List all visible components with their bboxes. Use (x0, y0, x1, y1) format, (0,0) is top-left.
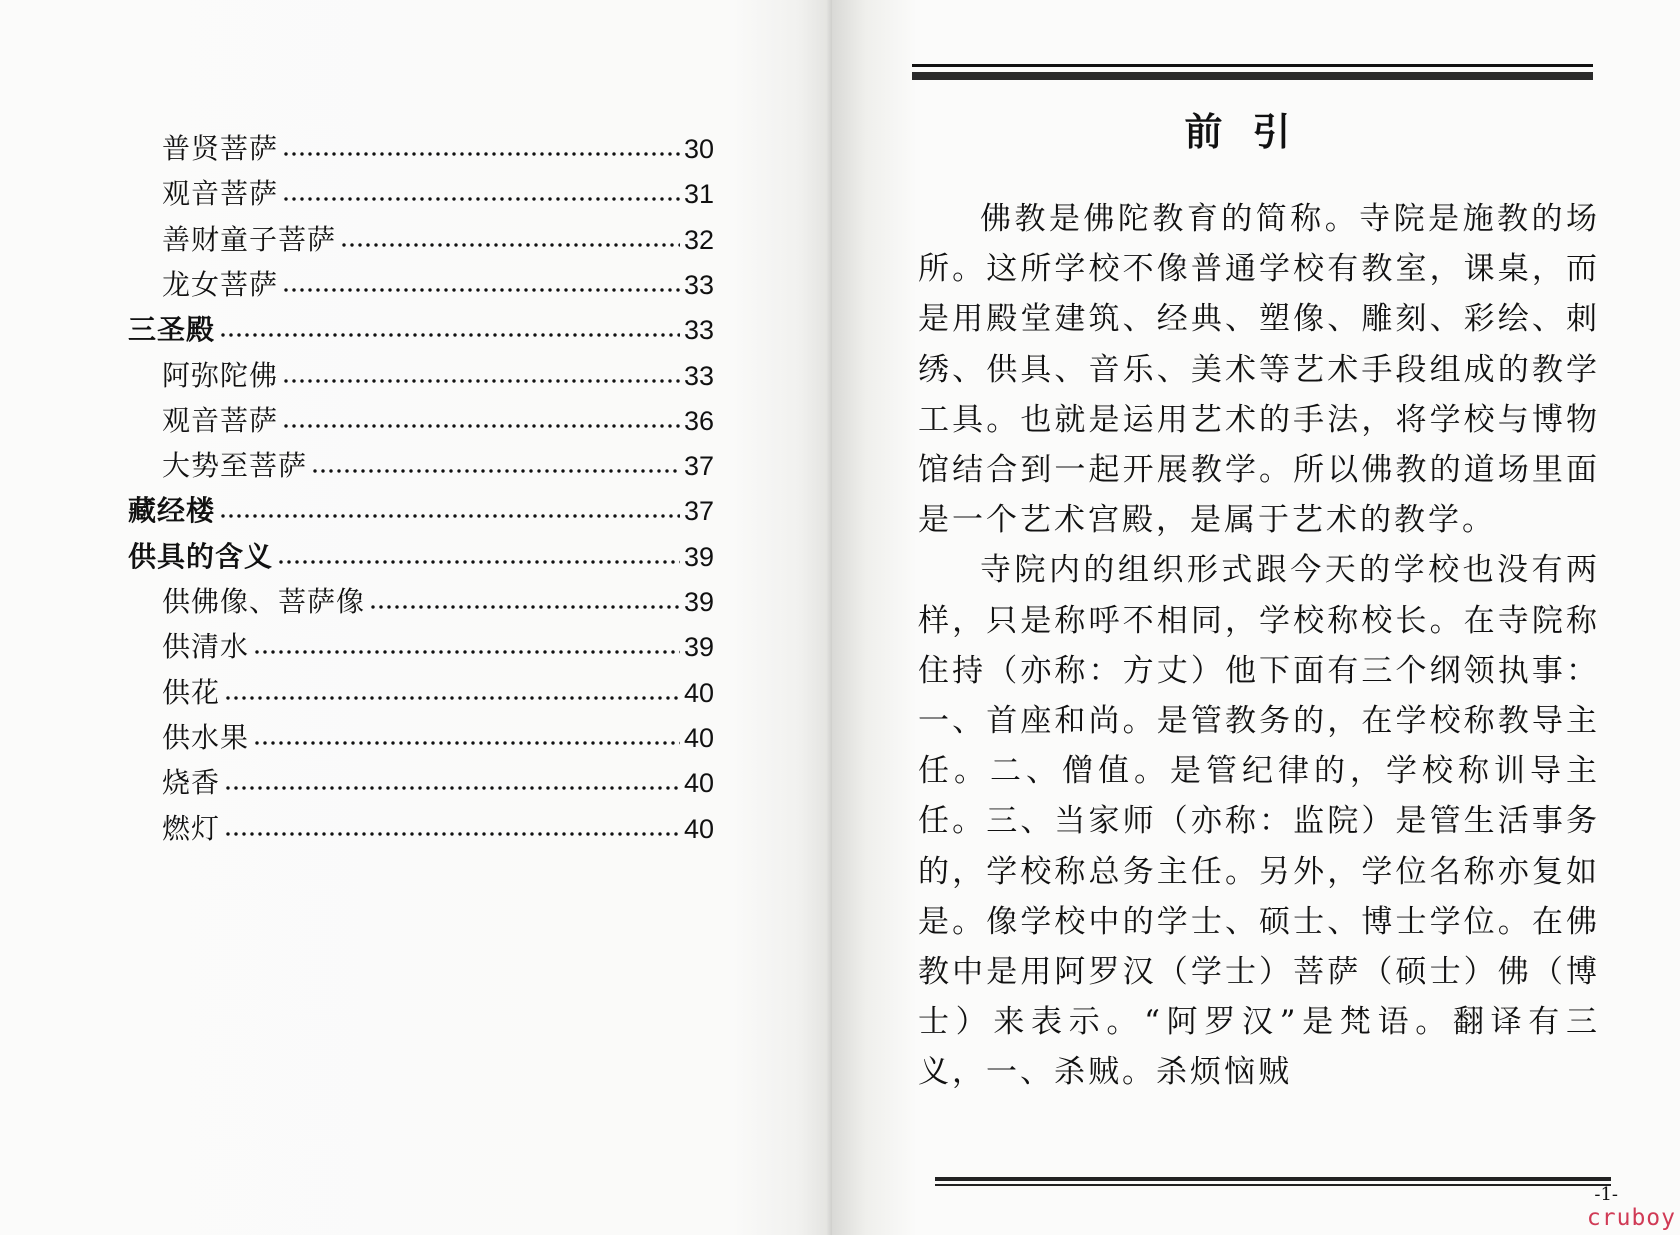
footer-rule-thin (935, 1184, 1611, 1186)
toc-entry-page: 30 (683, 134, 714, 164)
toc-entry-page: 37 (683, 451, 714, 482)
toc-dot-leader (219, 514, 680, 518)
toc-entry (162, 673, 714, 713)
toc-entry-title: 龙女菩萨 (162, 267, 279, 301)
toc-entry (128, 491, 714, 531)
toc-entry-page: 40 (683, 768, 714, 799)
preface-heading: 前引 (1184, 110, 1321, 154)
toc-entry (162, 356, 714, 396)
toc-entry (162, 718, 714, 758)
footer-rule-thick (935, 1177, 1611, 1181)
toc-dot-leader (253, 741, 680, 745)
toc-entry-page: 39 (683, 632, 714, 663)
toc-entry (162, 265, 714, 305)
watermark: cruboy (1586, 1205, 1676, 1231)
toc-entry (162, 174, 714, 214)
toc-entry-title: 普贤菩萨 (162, 132, 279, 165)
toc-dot-leader (224, 786, 680, 790)
toc-dot-leader (369, 605, 680, 609)
toc-dot-leader (282, 288, 680, 292)
header-rule-thick (912, 72, 1593, 80)
toc-entry-title: 藏经楼 (128, 494, 216, 528)
toc-entry-title: 供佛像、菩萨像 (162, 585, 366, 618)
toc-entry-title: 供花 (162, 675, 221, 709)
toc-entry-title: 大势至菩萨 (162, 449, 308, 483)
toc-dot-leader (277, 560, 680, 564)
toc-entry-page: 36 (683, 405, 714, 436)
toc-entry-page: 39 (683, 541, 714, 572)
page-number: -1- (1594, 1184, 1618, 1205)
toc-entry (162, 809, 714, 849)
toc-entry (128, 310, 714, 350)
toc-entry-page: 40 (683, 722, 714, 753)
toc-entry-title: 燃灯 (162, 811, 221, 845)
toc-dot-leader (219, 333, 680, 337)
toc-entry (162, 220, 714, 260)
toc-entry-page: 37 (683, 496, 714, 527)
toc-entry-page: 31 (683, 179, 714, 210)
toc-entry-title: 观音菩萨 (162, 403, 279, 437)
toc-entry-page: 33 (683, 269, 714, 300)
toc-dot-leader (224, 832, 680, 836)
toc-entry-title: 观音菩萨 (162, 177, 279, 211)
preface-paragraph-2: 寺院内的组织形式跟今天的学校也没有两样，只是称呼不相同，学校称校长。在寺院称住持（亦称：方丈）他下面有三个纲领执事：一、首座和尚。是管教务的，在学校称教导主任。二、僧值。是管纪律的，学校称训导主任。三、当家师（亦称：监院）是管生活事务的，学校称总务主任。另外，学位名称亦复如是。像学校中的学士、硕士、博士学位。在佛教中是用阿罗汉（学士）菩萨（硕士）佛（博士）来表示。“阿罗汉”是梵语。翻译有三义，一、杀贼。杀烦恼贼 (918, 552, 1600, 1091)
toc-entry (162, 446, 714, 486)
toc-entry-page: 39 (683, 587, 714, 617)
toc-entry-page: 33 (683, 315, 714, 346)
toc-entry-title: 供水果 (162, 720, 250, 754)
preface-body (918, 194, 1600, 1098)
toc-dot-leader (311, 469, 680, 473)
toc-dot-leader (224, 696, 680, 700)
toc-entry-page: 32 (683, 224, 714, 255)
toc-entry (162, 129, 714, 169)
toc-entry-title: 烧香 (162, 766, 221, 800)
toc-entry (162, 582, 714, 622)
preface-paragraph-1: 佛教是佛陀教育的简称。寺院是施教的场所。这所学校不像普通学校有教室，课桌，而是用殿堂建筑、经典、塑像、雕刻、彩绘、刺绣、供具、音乐、美术等艺术手段组成的教学工具。也就是运用艺术的手法，将学校与博物馆结合到一起开展教学。所以佛教的道场里面是一个艺术宫殿，是属于艺术的教学。 (918, 201, 1600, 539)
toc-entry-title: 三圣殿 (128, 313, 216, 347)
toc-entry (128, 537, 714, 577)
toc-entry-title: 阿弥陀佛 (162, 358, 279, 392)
toc-entry-page: 40 (683, 677, 714, 708)
toc-dot-leader (282, 197, 680, 201)
toc-entry-title: 供清水 (162, 630, 250, 664)
header-rule-thin (912, 64, 1593, 67)
toc-entry-page: 40 (683, 813, 714, 844)
toc-dot-leader (253, 650, 680, 654)
toc-entry-page: 33 (683, 360, 714, 391)
toc-dot-leader (282, 152, 680, 156)
toc-entry (162, 763, 714, 803)
toc-entry (162, 627, 714, 667)
toc-dot-leader (340, 243, 680, 247)
toc-entry-title: 善财童子菩萨 (162, 222, 337, 256)
left-page (0, 0, 832, 1235)
toc-dot-leader (282, 424, 680, 428)
toc-entry-title: 供具的含义 (128, 539, 274, 573)
toc-dot-leader (282, 379, 680, 383)
toc-entry (162, 401, 714, 441)
